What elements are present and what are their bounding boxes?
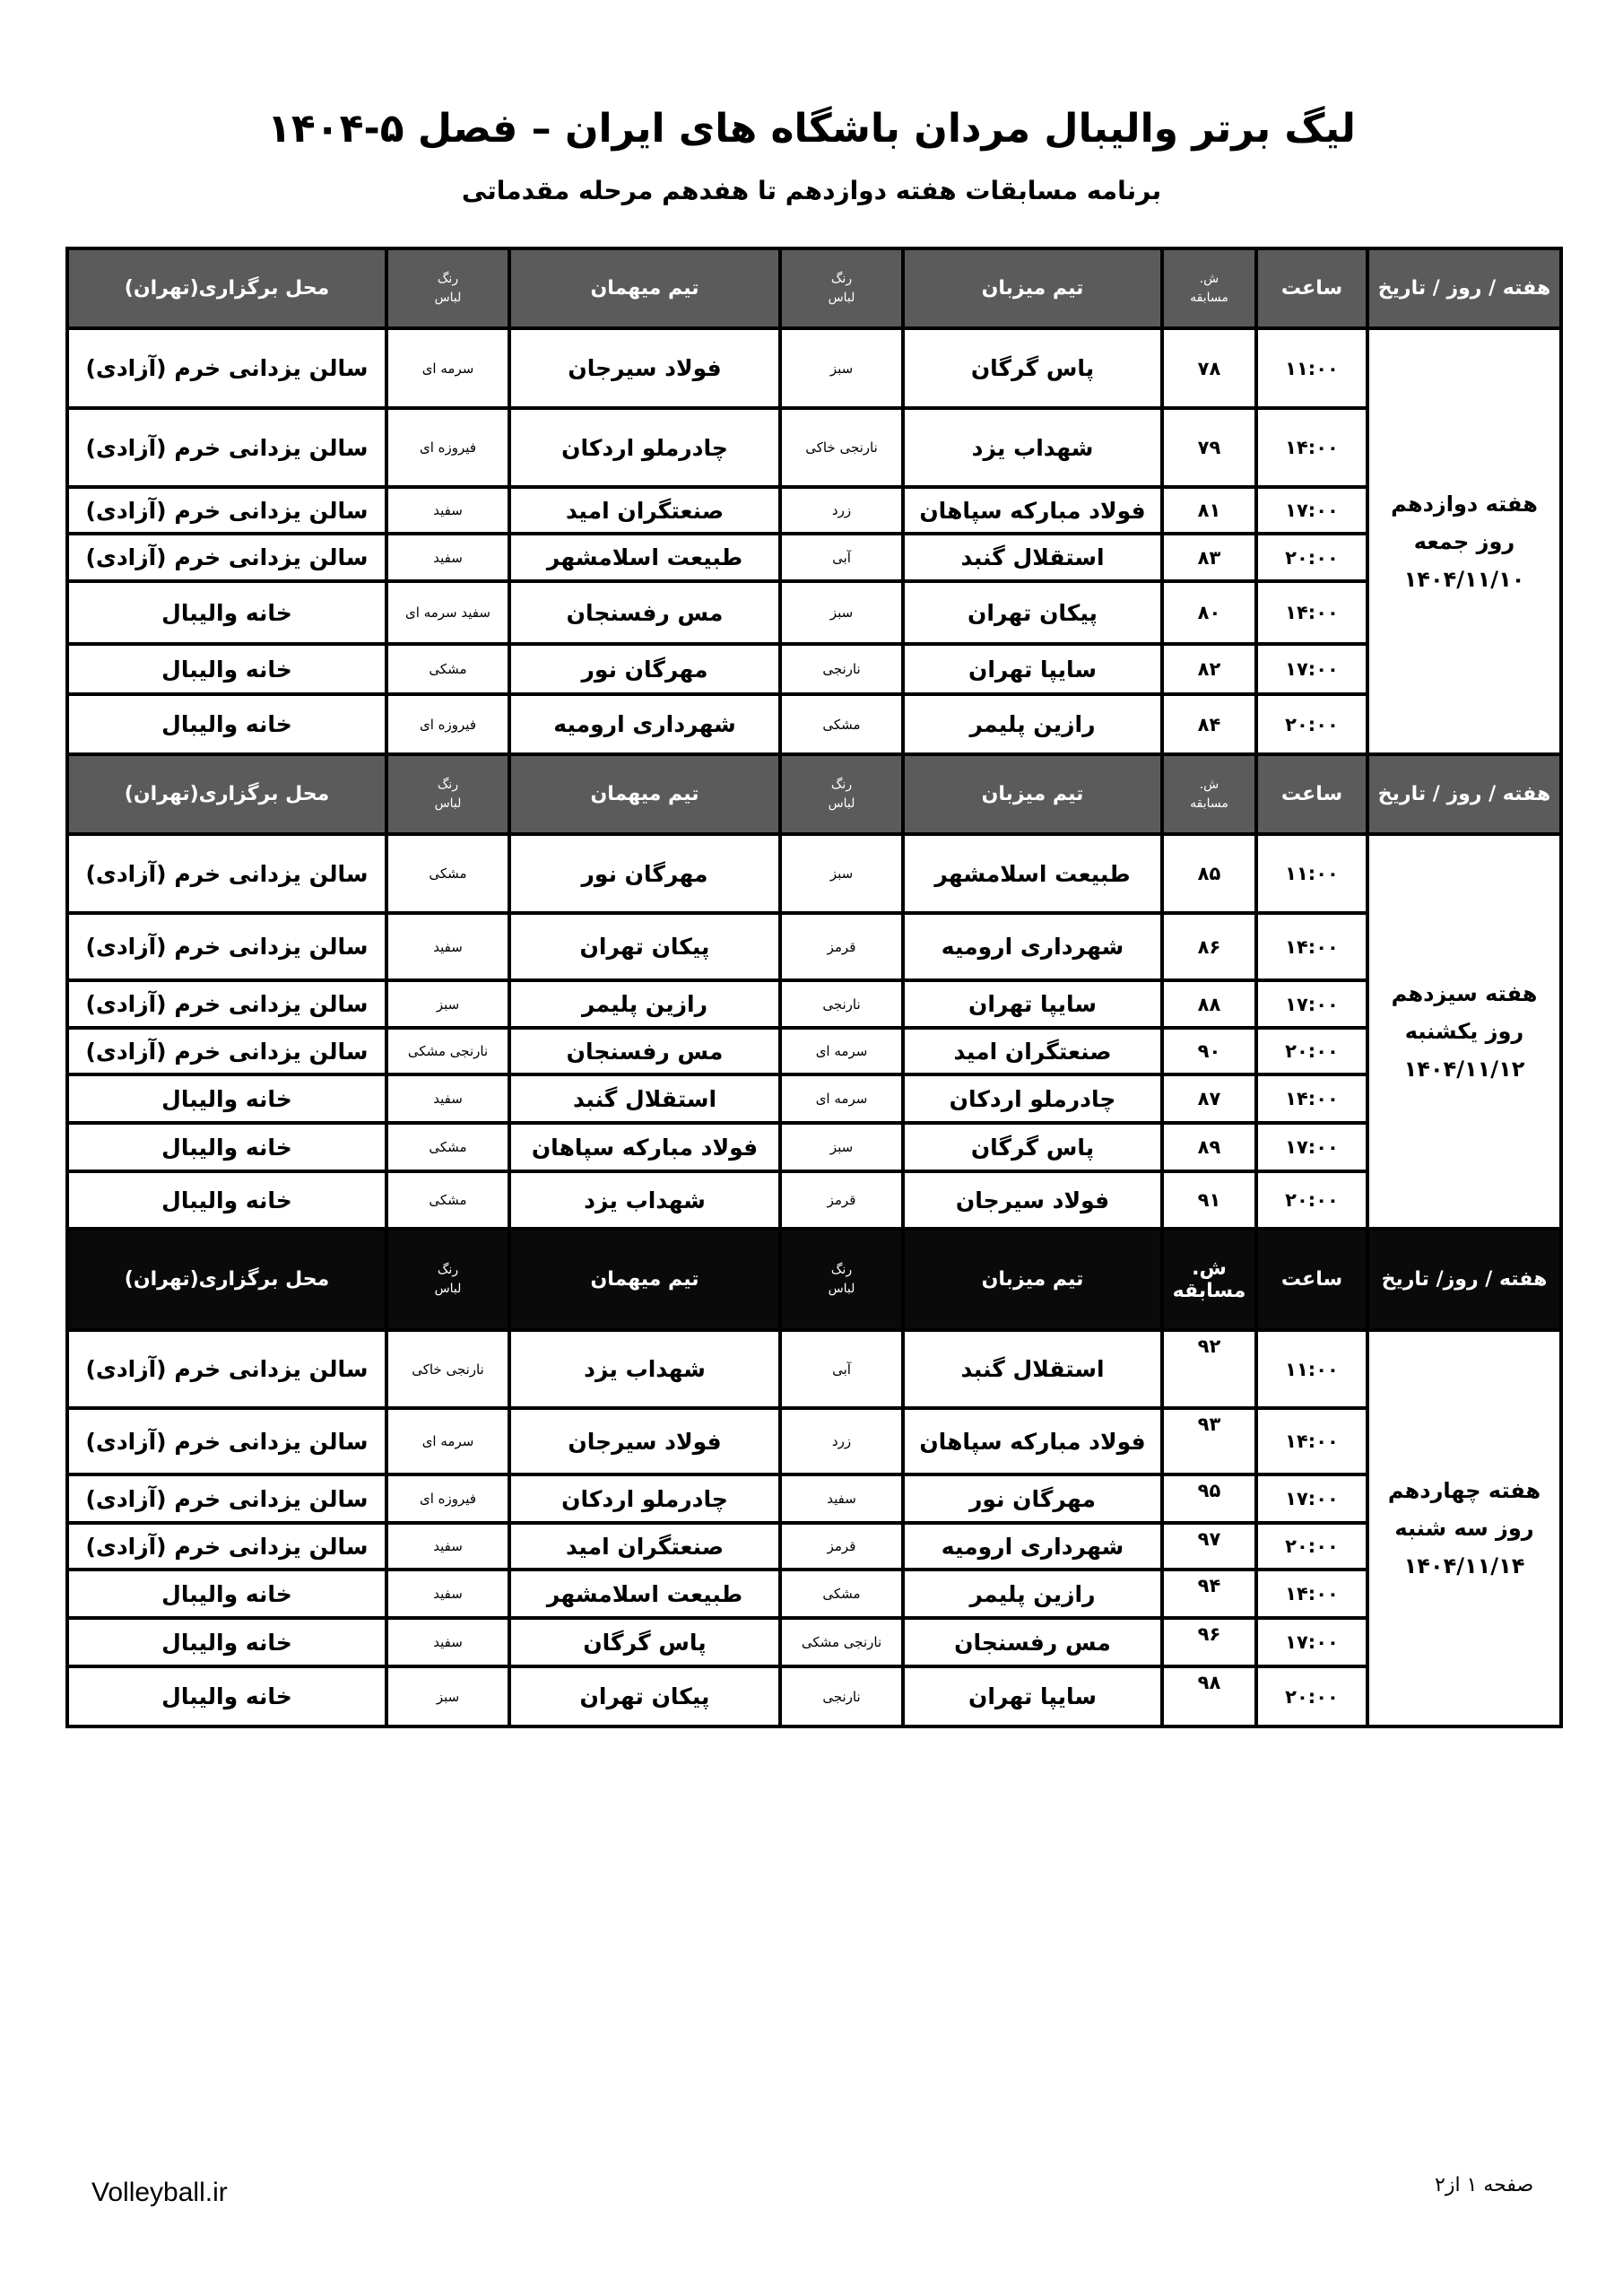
venue: خانه والیبال [67,1123,386,1171]
header-line: لباس [828,290,855,305]
host-kit-color: قرمز [780,913,903,980]
venue: خانه والیبال [67,694,386,754]
guest-team: رازین پلیمر [509,980,780,1028]
match-time: ۱۴:۰۰ [1256,1408,1367,1474]
week-label: هفته دوازدهم [1391,491,1538,517]
match-time: ۱۷:۰۰ [1256,1618,1367,1666]
header-host-team: تیم میزبان [903,1229,1162,1330]
header-host-color [780,1229,903,1330]
match-number: ۸۰ [1162,581,1256,644]
host-team: شهرداری ارومیه [903,1523,1162,1570]
host-kit-color: نارنجی مشکی [780,1618,903,1666]
guest-team: مس رفسنجان [509,581,780,644]
venue: سالن یزدانی خرم (آزادی) [67,534,386,581]
guest-kit-color: سفید [386,913,509,980]
week-cell [1367,1330,1561,1726]
host-team: سایپا تهران [903,980,1162,1028]
table-row [67,913,1561,980]
match-time: ۱۱:۰۰ [1256,1330,1367,1408]
guest-kit-color: سبز [386,980,509,1028]
guest-kit-color: مشکی [386,1171,509,1229]
guest-team: صنعتگران امید [509,487,780,534]
header-line: لباس [434,1281,462,1296]
guest-team: چادرملو اردکان [509,408,780,487]
header-time: ساعت [1256,754,1367,834]
guest-kit-color: نارنجی مشکی [386,1028,509,1074]
table-header-row [67,754,1561,834]
guest-team: پاس گرگان [509,1618,780,1666]
week-label: هفته چهاردهم [1387,1478,1541,1503]
table-row [67,408,1561,487]
header-guest-color [386,1229,509,1330]
host-kit-color: مشکی [780,694,903,754]
guest-kit-color: مشکی [386,1123,509,1171]
guest-team: مهرگان نور [509,644,780,694]
week-day: روز جمعه [1413,528,1515,554]
footer-site: Volleyball.ir [91,2178,228,2207]
header-line: ش. [1199,777,1219,792]
week-date: ۱۴۰۴/۱۱/۱۴ [1403,1553,1525,1578]
table-row [67,644,1561,694]
guest-kit-color: سفید [386,534,509,581]
week-date: ۱۴۰۴/۱۱/۱۲ [1403,1057,1525,1082]
match-number: ۹۴ [1162,1570,1256,1618]
week-date: ۱۴۰۴/۱۱/۱۰ [1403,566,1525,592]
header-line: رنگ [830,1262,853,1277]
host-kit-color: سبز [780,834,903,913]
header-time: ساعت [1256,248,1367,328]
match-number: ۸۴ [1162,694,1256,754]
host-kit-color: زرد [780,1408,903,1474]
guest-kit-color: سفید [386,487,509,534]
guest-kit-color: سفید [386,1570,509,1618]
header-line: رنگ [437,1262,459,1277]
header-host-team: تیم میزبان [903,754,1162,834]
host-team: فولاد مبارکه سپاهان [903,487,1162,534]
match-number: ۹۲ [1162,1330,1256,1408]
header-host-color [780,754,903,834]
host-kit-color: سرمه ای [780,1074,903,1123]
guest-kit-color: مشکی [386,644,509,694]
guest-kit-color: سفید [386,1523,509,1570]
host-kit-color: نارنجی [780,1666,903,1726]
venue: سالن یزدانی خرم (آزادی) [67,913,386,980]
match-number: ۸۳ [1162,534,1256,581]
guest-team: شهداب یزد [509,1330,780,1408]
guest-kit-color: فیروزه ای [386,694,509,754]
match-time: ۲۰:۰۰ [1256,1523,1367,1570]
venue: سالن یزدانی خرم (آزادی) [67,487,386,534]
host-kit-color: نارنجی [780,980,903,1028]
venue: خانه والیبال [67,1666,386,1726]
header-match-number [1162,248,1256,328]
footer-page-number: صفحه ۱ از۲ [1435,2174,1534,2196]
header-line: رنگ [437,777,459,792]
match-number: ۹۶ [1162,1618,1256,1666]
match-number: ۹۳ [1162,1408,1256,1474]
table-row [67,1028,1561,1074]
host-team: فولاد مبارکه سپاهان [903,1408,1162,1474]
guest-team: شهداب یزد [509,1171,780,1229]
host-kit-color: سرمه ای [780,1028,903,1074]
host-team: شهرداری ارومیه [903,913,1162,980]
guest-kit-color: فیروزه ای [386,408,509,487]
guest-kit-color: مشکی [386,834,509,913]
match-number: ۹۸ [1162,1666,1256,1726]
header-week: هفته / روز / تاریخ [1367,248,1561,328]
host-kit-color: سبز [780,328,903,408]
match-number: ۷۸ [1162,328,1256,408]
host-team: رازین پلیمر [903,1570,1162,1618]
venue: خانه والیبال [67,1171,386,1229]
guest-kit-color: نارنجی خاکی [386,1330,509,1408]
guest-team: فولاد سیرجان [509,328,780,408]
table-row [67,581,1561,644]
host-team: مس رفسنجان [903,1618,1162,1666]
header-guest-team: تیم میهمان [509,1229,780,1330]
schedule-table [65,247,1563,1728]
host-team: فولاد سیرجان [903,1171,1162,1229]
host-team: سایپا تهران [903,644,1162,694]
venue: سالن یزدانی خرم (آزادی) [67,1408,386,1474]
host-team: سایپا تهران [903,1666,1162,1726]
host-kit-color: قرمز [780,1171,903,1229]
host-team: پاس گرگان [903,328,1162,408]
match-time: ۱۴:۰۰ [1256,408,1367,487]
table-row [67,328,1561,408]
header-line: لباس [434,290,462,305]
header-venue: محل برگزاری(تهران) [67,1229,386,1330]
header-week: هفته / روز/ تاریخ [1367,1229,1561,1330]
match-time: ۲۰:۰۰ [1256,1028,1367,1074]
guest-team: مس رفسنجان [509,1028,780,1074]
table-row [67,1570,1561,1618]
match-time: ۱۴:۰۰ [1256,1074,1367,1123]
match-time: ۱۴:۰۰ [1256,913,1367,980]
match-time: ۱۷:۰۰ [1256,487,1367,534]
header-guest-team: تیم میهمان [509,248,780,328]
header-line: لباس [828,796,855,811]
table-row [67,1618,1561,1666]
guest-team: مهرگان نور [509,834,780,913]
header-line: لباس [434,796,462,811]
venue: خانه والیبال [67,1618,386,1666]
guest-team: طبیعت اسلامشهر [509,1570,780,1618]
guest-team: شهرداری ارومیه [509,694,780,754]
match-time: ۲۰:۰۰ [1256,534,1367,581]
match-time: ۱۱:۰۰ [1256,328,1367,408]
table-row [67,1123,1561,1171]
match-number: ۸۸ [1162,980,1256,1028]
table-row [67,1171,1561,1229]
guest-team: صنعتگران امید [509,1523,780,1570]
venue: سالن یزدانی خرم (آزادی) [67,408,386,487]
week-cell [1367,328,1561,754]
page-title: لیگ برتر والیبال مردان باشگاه های ایران – فصل ۵-۱۴۰۴ [267,106,1356,152]
venue: خانه والیبال [67,1074,386,1123]
header-venue: محل برگزاری(تهران) [67,248,386,328]
header-line: مسابقه [1172,1279,1246,1302]
guest-kit-color: سرمه ای [386,1408,509,1474]
venue: خانه والیبال [67,644,386,694]
header-line: ش. [1199,271,1219,286]
match-number: ۹۰ [1162,1028,1256,1074]
venue: سالن یزدانی خرم (آزادی) [67,1330,386,1408]
table-header-row [67,248,1561,328]
host-kit-color: آبی [780,1330,903,1408]
host-team: استقلال گنبد [903,534,1162,581]
header-line: رنگ [437,271,459,286]
match-number: ۹۱ [1162,1171,1256,1229]
match-time: ۱۱:۰۰ [1256,834,1367,913]
guest-team: فولاد سیرجان [509,1408,780,1474]
table-row [67,1330,1561,1408]
match-time: ۱۷:۰۰ [1256,1123,1367,1171]
venue: سالن یزدانی خرم (آزادی) [67,834,386,913]
header-guest-color [386,248,509,328]
guest-kit-color: سفید [386,1074,509,1123]
table-row [67,1666,1561,1726]
match-number: ۷۹ [1162,408,1256,487]
host-kit-color: سبز [780,581,903,644]
host-kit-color: مشکی [780,1570,903,1618]
match-number: ۹۵ [1162,1474,1256,1523]
table-header-row [67,1229,1561,1330]
header-match-number [1162,754,1256,834]
venue: سالن یزدانی خرم (آزادی) [67,980,386,1028]
guest-team: پیکان تهران [509,1666,780,1726]
host-kit-color: نارنجی خاکی [780,408,903,487]
header-week: هفته / روز / تاریخ [1367,754,1561,834]
header-host-color [780,248,903,328]
header-line: لباس [828,1281,855,1296]
match-number: ۸۵ [1162,834,1256,913]
host-kit-color: آبی [780,534,903,581]
table-row [67,694,1561,754]
header-match-number [1162,1229,1256,1330]
header-guest-team: تیم میهمان [509,754,780,834]
match-time: ۱۷:۰۰ [1256,1474,1367,1523]
table-row [67,1474,1561,1523]
match-time: ۱۷:۰۰ [1256,644,1367,694]
table-row [67,1408,1561,1474]
match-time: ۱۷:۰۰ [1256,980,1367,1028]
header-host-team: تیم میزبان [903,248,1162,328]
host-team: پیکان تهران [903,581,1162,644]
header-line: رنگ [830,271,853,286]
table-row [67,534,1561,581]
header-venue: محل برگزاری(تهران) [67,754,386,834]
host-team: پاس گرگان [903,1123,1162,1171]
host-kit-color: سفید [780,1474,903,1523]
host-team: رازین پلیمر [903,694,1162,754]
match-time: ۱۴:۰۰ [1256,581,1367,644]
header-line: مسابقه [1190,796,1228,811]
table-row [67,1074,1561,1123]
venue: سالن یزدانی خرم (آزادی) [67,1028,386,1074]
host-kit-color: سبز [780,1123,903,1171]
guest-team: فولاد مبارکه سپاهان [509,1123,780,1171]
match-number: ۸۶ [1162,913,1256,980]
guest-kit-color: سفید [386,1618,509,1666]
venue: خانه والیبال [67,1570,386,1618]
table-row [67,1523,1561,1570]
week-day: روز سه شنبه [1394,1516,1534,1541]
guest-kit-color: فیروزه ای [386,1474,509,1523]
guest-kit-color: سبز [386,1666,509,1726]
week-day: روز یکشنبه [1404,1019,1524,1044]
match-time: ۱۴:۰۰ [1256,1570,1367,1618]
host-kit-color: نارنجی [780,644,903,694]
header-line: مسابقه [1190,290,1228,305]
guest-team: طبیعت اسلامشهر [509,534,780,581]
venue: خانه والیبال [67,581,386,644]
header-time: ساعت [1256,1229,1367,1330]
host-kit-color: زرد [780,487,903,534]
week-label: هفته سیزدهم [1391,981,1538,1006]
match-number: ۹۷ [1162,1523,1256,1570]
host-kit-color: قرمز [780,1523,903,1570]
venue: سالن یزدانی خرم (آزادی) [67,1474,386,1523]
match-time: ۲۰:۰۰ [1256,1171,1367,1229]
guest-team: استقلال گنبد [509,1074,780,1123]
venue: سالن یزدانی خرم (آزادی) [67,1523,386,1570]
guest-team: پیکان تهران [509,913,780,980]
match-number: ۸۹ [1162,1123,1256,1171]
host-team: چادرملو اردکان [903,1074,1162,1123]
match-time: ۲۰:۰۰ [1256,1666,1367,1726]
header-line: رنگ [830,777,853,792]
table-row [67,980,1561,1028]
week-cell [1367,834,1561,1229]
host-team: استقلال گنبد [903,1330,1162,1408]
venue: سالن یزدانی خرم (آزادی) [67,328,386,408]
table-row [67,487,1561,534]
page-subtitle: برنامه مسابقات هفته دوازدهم تا هفدهم مرحله مقدماتی [461,176,1162,205]
header-guest-color [386,754,509,834]
host-team: شهداب یزد [903,408,1162,487]
match-time: ۲۰:۰۰ [1256,694,1367,754]
header-line: ش. [1192,1257,1227,1280]
host-team: صنعتگران امید [903,1028,1162,1074]
host-team: مهرگان نور [903,1474,1162,1523]
guest-kit-color: سرمه ای [386,328,509,408]
table-row [67,834,1561,913]
match-number: ۸۲ [1162,644,1256,694]
match-number: ۸۷ [1162,1074,1256,1123]
guest-kit-color: سفید سرمه ای [386,581,509,644]
host-team: طبیعت اسلامشهر [903,834,1162,913]
match-number: ۸۱ [1162,487,1256,534]
guest-team: چادرملو اردکان [509,1474,780,1523]
